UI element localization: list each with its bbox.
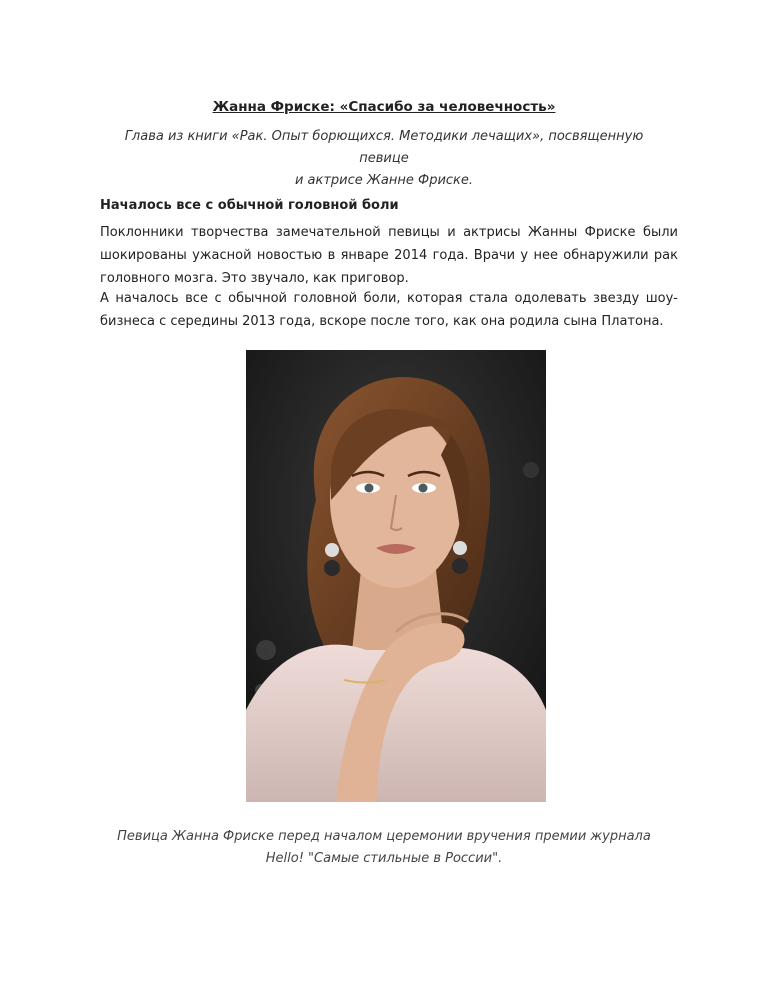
document-title: Жанна Фриске: «Спасибо за человечность» xyxy=(212,99,556,115)
section-heading: Началось все с обычной головной боли xyxy=(100,198,399,213)
document-subtitle xyxy=(100,126,668,192)
subtitle-line-1: Глава из книги «Рак. Опыт борющихся. Методики лечащих», посвященную певице xyxy=(124,129,644,166)
caption-line-2: Hello! "Самые стильные в России". xyxy=(265,851,503,866)
portrait-photo xyxy=(246,350,546,802)
caption-line-1: Певица Жанна Фриске перед началом церемонии вручения премии журнала xyxy=(117,829,651,844)
paragraph-1: Поклонники творчества замечательной певицы и актрисы Жанны Фриске были шокированы ужасной новостью в январе 2014 года. Врачи у нее обнаружили рак головного мозга. Это звучало, как приговор. xyxy=(100,225,678,286)
paragraph-2: А началось все с обычной головной боли, которая стала одолевать звезду шоу-бизнеса с середины 2013 года, вскоре после того, как она родила сына Платона. xyxy=(100,291,678,329)
portrait-illustration xyxy=(246,350,546,802)
photo-caption xyxy=(110,826,658,870)
subtitle-line-2: и актрисе Жанне Фриске. xyxy=(294,173,474,188)
